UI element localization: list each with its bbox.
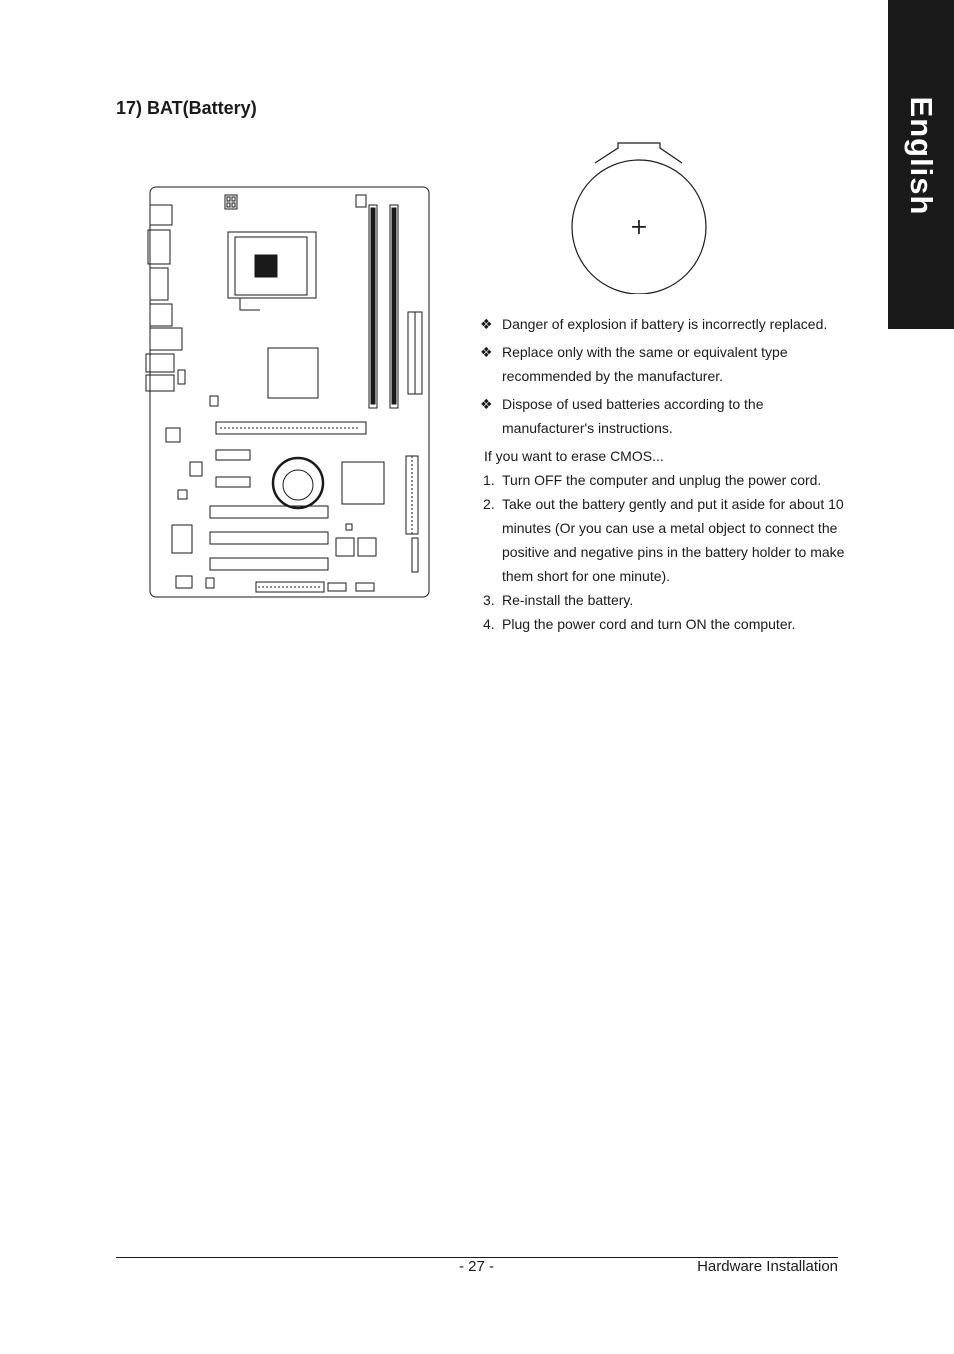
step-item xyxy=(480,468,850,492)
footer-section-name: Hardware Installation xyxy=(697,1258,838,1275)
step-number: 1. xyxy=(483,472,495,488)
battery-polarity-mark: + xyxy=(629,215,649,240)
diamond-bullet-icon: ❖ xyxy=(480,316,493,332)
warning-text: Replace only with the same or equivalent type recommended by the manufacturer. xyxy=(502,344,788,384)
header-small-2 xyxy=(166,428,180,442)
io-parallel-port xyxy=(148,230,170,264)
audio-header xyxy=(178,370,185,384)
cpu-socket xyxy=(228,232,316,310)
battery-diagram xyxy=(566,138,712,294)
battery-cell xyxy=(283,470,313,500)
warning-text: Danger of explosion if battery is incorrectly replaced. xyxy=(502,316,828,332)
step-item xyxy=(480,588,850,612)
usb-header-2 xyxy=(356,583,374,591)
diamond-bullet-icon: ❖ xyxy=(480,396,493,412)
usb-header-1 xyxy=(328,583,346,591)
pcie-x16-slot xyxy=(216,422,366,434)
ide-connector xyxy=(406,456,418,534)
pcie-x1-slot-2 xyxy=(216,477,250,487)
warning-text: Dispose of used batteries according to the manufacturer's instructions. xyxy=(502,396,764,436)
warning-item xyxy=(480,392,850,440)
battery-instructions xyxy=(480,312,850,636)
pci-slot-1 xyxy=(210,506,328,518)
warning-item xyxy=(480,312,850,336)
header-small-3 xyxy=(178,490,187,499)
northbridge-chip xyxy=(268,348,318,398)
erase-cmos-intro: If you want to erase CMOS... xyxy=(484,448,664,464)
language-tab-label: English xyxy=(904,96,939,216)
sata-port-1 xyxy=(336,538,354,556)
step-item xyxy=(480,612,850,636)
header-small-4 xyxy=(346,524,352,530)
io-ps2-port xyxy=(150,205,172,225)
language-tab xyxy=(888,0,954,329)
step-text: Take out the battery gently and put it aside for about 10 minutes (Or you can use a metal object to connect the positive and negative pins in the battery holder to make them short for one minute). xyxy=(502,496,845,584)
warning-list xyxy=(480,312,850,440)
step-text: Turn OFF the computer and unplug the power cord. xyxy=(502,472,822,488)
warning-item xyxy=(480,340,850,388)
pcie-x1-slot-1 xyxy=(216,450,250,460)
step-text: Plug the power cord and turn ON the computer. xyxy=(502,616,796,632)
erase-cmos-steps xyxy=(480,468,850,636)
step-number: 2. xyxy=(483,496,495,512)
pci-slot-2 xyxy=(210,532,328,544)
io-serial-port xyxy=(150,268,168,300)
step-number: 4. xyxy=(483,616,495,632)
section-title: 17) BAT(Battery) xyxy=(116,98,257,118)
pci-slot-3 xyxy=(210,558,328,570)
sata-port-2 xyxy=(358,538,376,556)
southbridge-chip xyxy=(342,462,384,504)
bios-chip xyxy=(172,525,192,553)
step-number: 3. xyxy=(483,592,495,608)
front-panel-header xyxy=(412,538,418,572)
io-lan-port xyxy=(150,328,182,350)
step-text: Re-install the battery. xyxy=(502,592,634,608)
system-fan-header xyxy=(176,576,192,588)
io-usb-port xyxy=(150,304,172,326)
motherboard-diagram xyxy=(140,180,440,605)
header-small-1 xyxy=(210,396,218,406)
diamond-bullet-icon: ❖ xyxy=(480,344,493,360)
cpu-fan-header xyxy=(356,195,366,207)
fan-header-2 xyxy=(190,462,202,476)
header-small-5 xyxy=(206,578,214,588)
step-item xyxy=(480,492,850,588)
page-number: - 27 - xyxy=(459,1258,495,1275)
